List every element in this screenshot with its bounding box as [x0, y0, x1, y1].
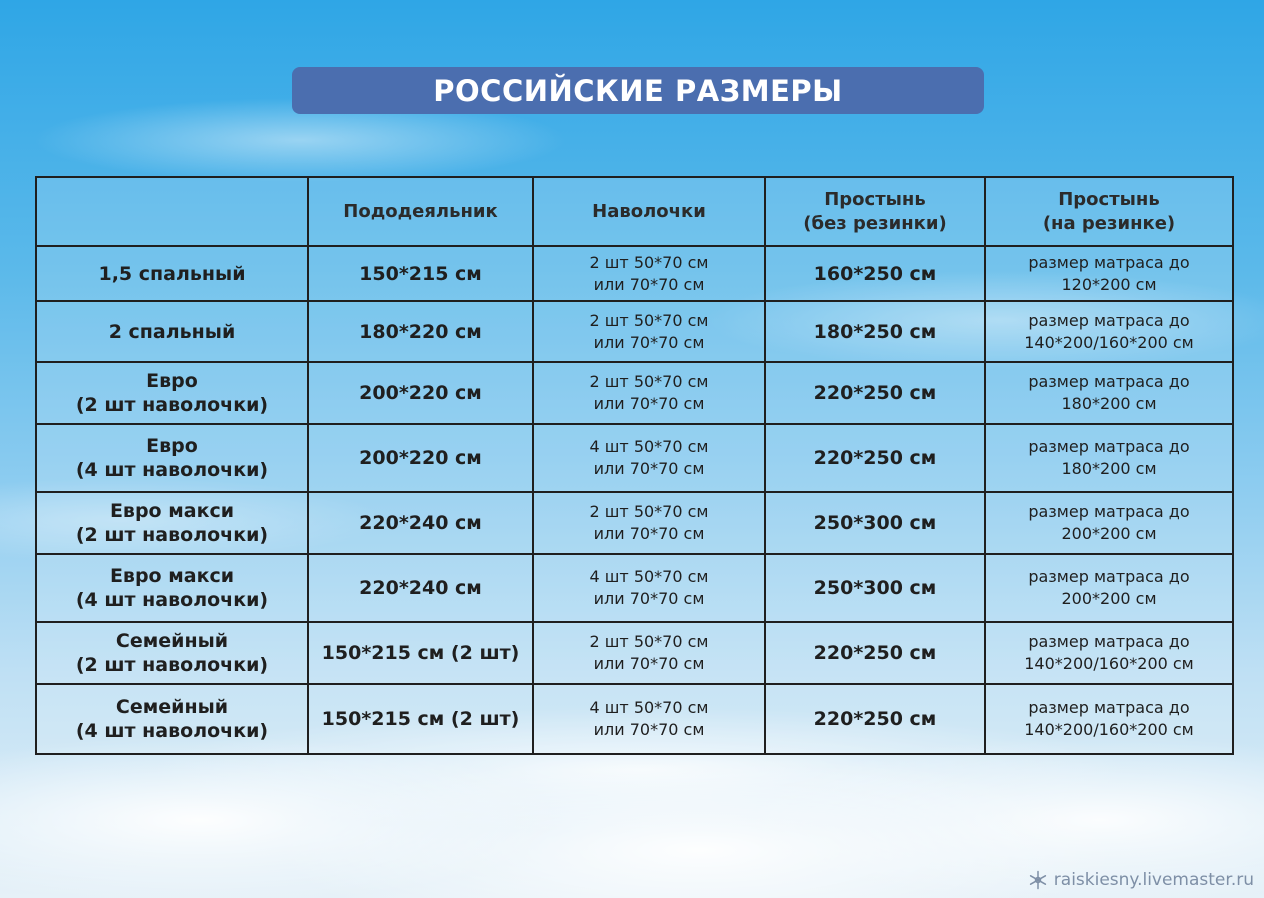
cell-pillow [533, 684, 765, 754]
cell-duvet: 150*215 см [308, 246, 533, 301]
header-flat-sheet [765, 177, 985, 246]
table-row [36, 424, 1233, 492]
pillow-line1: 4 шт 50*70 см [589, 698, 709, 717]
table-row [36, 246, 1233, 301]
cell-set-name [36, 554, 308, 622]
pillow-line1: 2 шт 50*70 см [589, 310, 709, 330]
set-name-line1: 2 спальный [108, 320, 236, 343]
pillow-line2: или 70*70 см [593, 720, 705, 739]
set-name-line2: (4 шт наволочки) [75, 589, 269, 611]
cell-duvet: 150*215 см (2 шт) [308, 622, 533, 684]
cell-set-name [36, 246, 308, 301]
cell-fitted-sheet [985, 622, 1233, 684]
header-fitted-sheet-line1: Простынь [1058, 188, 1160, 210]
pillow-line2: или 70*70 см [593, 654, 705, 673]
header-row [36, 177, 1233, 246]
fitted-line2: 180*200 см [1061, 394, 1157, 413]
set-name-line2: (4 шт наволочки) [75, 720, 269, 742]
watermark [1028, 870, 1254, 890]
cell-flat-sheet: 220*250 см [765, 362, 985, 424]
table-row [36, 492, 1233, 554]
fitted-line2: 180*200 см [1061, 459, 1157, 478]
cell-pillow [533, 492, 765, 554]
cell-flat-sheet: 220*250 см [765, 684, 985, 754]
pillow-line2: или 70*70 см [593, 274, 705, 294]
pillow-line2: или 70*70 см [593, 332, 705, 352]
cell-fitted-sheet [985, 301, 1233, 362]
set-name-line1: Евро макси [109, 500, 235, 522]
page-title: РОССИЙСКИЕ РАЗМЕРЫ [433, 73, 843, 108]
header-flat-sheet-line1: Простынь [824, 188, 926, 210]
table-row [36, 684, 1233, 754]
set-name-line2: (4 шт наволочки) [75, 459, 269, 481]
cell-set-name [36, 622, 308, 684]
cell-duvet: 220*240 см [308, 554, 533, 622]
cell-set-name [36, 424, 308, 492]
cell-flat-sheet: 160*250 см [765, 246, 985, 301]
cell-fitted-sheet [985, 424, 1233, 492]
cell-duvet: 150*215 см (2 шт) [308, 684, 533, 754]
fitted-line1: размер матраса до [1028, 372, 1190, 391]
fitted-line1: размер матраса до [1028, 437, 1190, 456]
fitted-line2: 120*200 см [1061, 274, 1157, 294]
fitted-line1: размер матраса до [1028, 310, 1190, 330]
pillow-line1: 2 шт 50*70 см [589, 632, 709, 651]
cell-fitted-sheet [985, 246, 1233, 301]
fitted-line2: 140*200/160*200 см [1024, 720, 1194, 739]
cell-duvet: 180*220 см [308, 301, 533, 362]
fitted-line2: 140*200/160*200 см [1024, 654, 1194, 673]
size-table [35, 176, 1234, 755]
cell-pillow [533, 246, 765, 301]
set-name-line2: (2 шт наволочки) [75, 394, 269, 416]
set-name-line1: Евро макси [109, 565, 235, 587]
watermark-text: raiskiesny.livemaster.ru [1053, 870, 1254, 890]
cell-fitted-sheet [985, 554, 1233, 622]
fitted-line1: размер матраса до [1028, 632, 1190, 651]
pillow-line2: или 70*70 см [593, 589, 705, 608]
cell-set-name [36, 301, 308, 362]
table-row [36, 301, 1233, 362]
fitted-line2: 140*200/160*200 см [1024, 332, 1194, 352]
fitted-line2: 200*200 см [1061, 589, 1157, 608]
cell-set-name [36, 684, 308, 754]
fitted-line1: размер матраса до [1028, 502, 1190, 521]
cell-duvet: 200*220 см [308, 362, 533, 424]
cell-pillow [533, 554, 765, 622]
set-name-line1: 1,5 спальный [98, 262, 246, 285]
pillow-line1: 4 шт 50*70 см [589, 567, 709, 586]
pillow-line1: 2 шт 50*70 см [589, 502, 709, 521]
cell-set-name [36, 362, 308, 424]
set-name-line1: Евро [146, 435, 198, 457]
table-row [36, 554, 1233, 622]
cell-flat-sheet: 250*300 см [765, 492, 985, 554]
table-row [36, 362, 1233, 424]
table-row [36, 622, 1233, 684]
pillow-line1: 4 шт 50*70 см [589, 437, 709, 456]
set-name-line2: (2 шт наволочки) [75, 654, 269, 676]
fitted-line2: 200*200 см [1061, 524, 1157, 543]
fitted-line1: размер матраса до [1028, 252, 1190, 272]
snowflake-icon [1028, 870, 1048, 890]
cell-pillow [533, 622, 765, 684]
set-name-line2: (2 шт наволочки) [75, 524, 269, 546]
pillow-line2: или 70*70 см [593, 524, 705, 543]
fitted-line1: размер матраса до [1028, 567, 1190, 586]
header-fitted-sheet [985, 177, 1233, 246]
cell-flat-sheet: 220*250 см [765, 622, 985, 684]
set-name-line1: Семейный [115, 696, 229, 718]
cell-flat-sheet: 180*250 см [765, 301, 985, 362]
header-duvet: Пододеяльник [308, 177, 533, 246]
cell-pillow [533, 301, 765, 362]
pillow-line2: или 70*70 см [593, 459, 705, 478]
pillow-line1: 2 шт 50*70 см [589, 252, 709, 272]
set-name-line1: Евро [146, 370, 198, 392]
cell-fitted-sheet [985, 684, 1233, 754]
pillow-line1: 2 шт 50*70 см [589, 372, 709, 391]
cell-pillow [533, 362, 765, 424]
cell-duvet: 220*240 см [308, 492, 533, 554]
cell-duvet: 200*220 см [308, 424, 533, 492]
cell-flat-sheet: 220*250 см [765, 424, 985, 492]
header-fitted-sheet-line2: (на резинке) [1042, 212, 1176, 234]
cell-fitted-sheet [985, 362, 1233, 424]
header-pillow: Наволочки [533, 177, 765, 246]
header-flat-sheet-line2: (без резинки) [803, 212, 947, 234]
cell-fitted-sheet [985, 492, 1233, 554]
title-banner [292, 67, 984, 114]
set-name-line1: Семейный [115, 630, 229, 652]
pillow-line2: или 70*70 см [593, 394, 705, 413]
cell-flat-sheet: 250*300 см [765, 554, 985, 622]
fitted-line1: размер матраса до [1028, 698, 1190, 717]
header-name [36, 177, 308, 246]
cell-set-name [36, 492, 308, 554]
cell-pillow [533, 424, 765, 492]
